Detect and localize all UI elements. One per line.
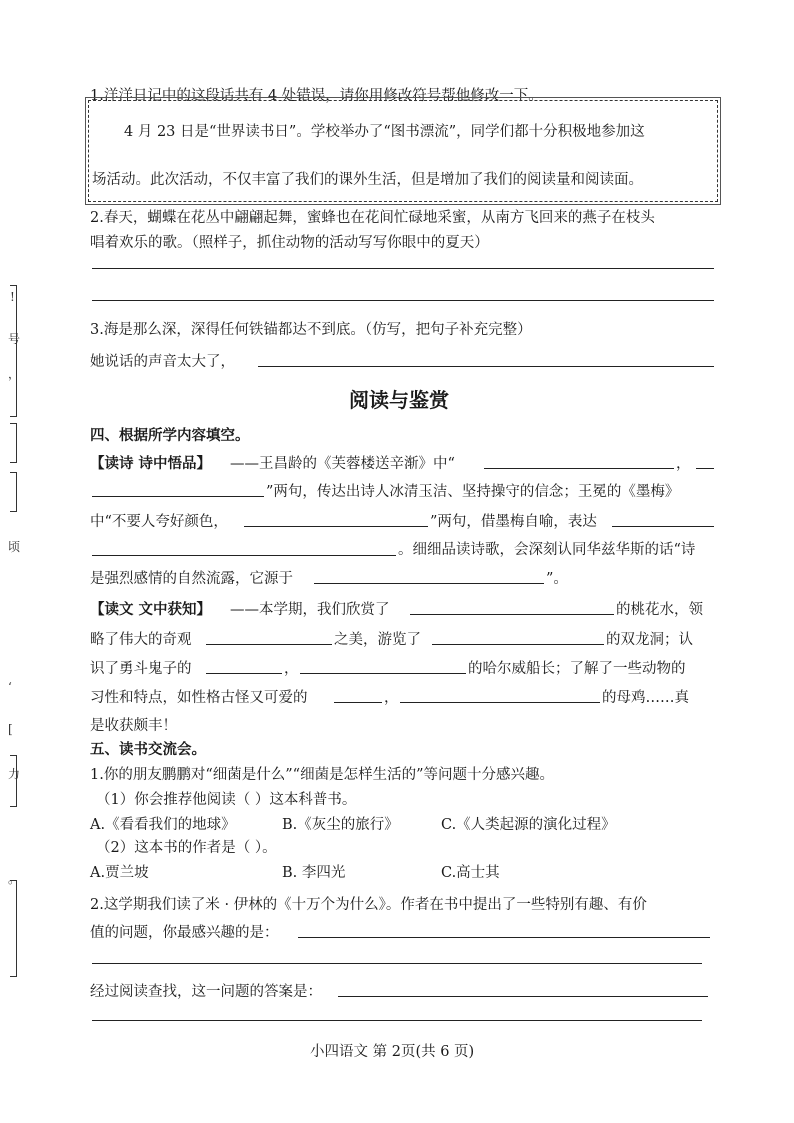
question-3-line-1: 3.海是那么深，深得任何铁锚都达不到底。（仿写，把句子补充完整）	[90, 322, 532, 338]
answer-line[interactable]	[338, 996, 708, 997]
part-5-question-2-line-1: 2.这学期我们读了米 · 伊林的《十万个为什么》。作者在书中提出了一些特别有趣、有价	[90, 897, 647, 913]
answer-line[interactable]	[484, 468, 674, 469]
answer-line[interactable]	[206, 673, 282, 674]
binding-mark: 号	[8, 332, 21, 346]
answer-line[interactable]	[400, 702, 600, 703]
poem-line-1b: ，	[676, 456, 691, 472]
answer-line[interactable]	[244, 526, 428, 527]
option-1-a[interactable]: A.《看看我们的地球》	[90, 817, 236, 833]
binding-mark: ‘	[8, 680, 12, 694]
answer-line[interactable]	[92, 1020, 702, 1021]
poem-line-2: ”两句，传达出诗人冰清玉洁、坚持操守的信念；王冕的《墨梅》	[266, 484, 680, 500]
part-5-title: 五、读书交流会。	[90, 741, 206, 758]
question-3-prompt: 她说话的声音太大了，	[90, 354, 235, 370]
prose-line-2b: 之美，游览了	[334, 632, 421, 648]
answer-line[interactable]	[258, 366, 714, 367]
part-5-question-2-line-2: 值的问题，你最感兴趣的是：	[90, 925, 279, 941]
prose-line-4c: 的母鸡……真	[602, 690, 689, 706]
prose-line-3a: 识了勇斗鬼子的	[90, 661, 192, 677]
page-footer: 小四语文 第 2页(共 6 页)	[310, 1044, 475, 1060]
binding-mark: !	[10, 290, 15, 304]
option-1-c[interactable]: C.《人类起源的演化过程》	[441, 817, 616, 833]
binding-mark: ，	[8, 367, 21, 381]
prose-line-2a: 略了伟大的奇观	[90, 632, 192, 648]
answer-line[interactable]	[410, 614, 614, 615]
poem-line-4: 。细细品读诗歌，会深刻认同华兹华斯的话“诗	[398, 542, 696, 558]
poem-tag: 【读诗 诗中悟品】	[90, 455, 212, 472]
part-5-question-1-sub-2: （2）这本书的作者是（ ）。	[96, 840, 277, 856]
poem-line-5a: 是强烈感情的自然流露，它源于	[90, 571, 293, 587]
poem-line-3a: 中“不要人夸好颜色，	[90, 514, 228, 530]
prose-line-3b: ，	[284, 661, 299, 677]
prose-line-5: 是收获颇丰！	[90, 718, 177, 734]
binding-mark: [	[8, 722, 13, 736]
answer-line[interactable]	[314, 583, 544, 584]
poem-line-1a: ——王昌龄的《芙蓉楼送辛渐》中“	[230, 456, 455, 472]
binding-bracket	[10, 880, 17, 977]
answer-line[interactable]	[298, 937, 710, 938]
prose-line-4a: 习性和特点，如性格古怪又可爱的	[90, 690, 308, 706]
binding-mark: 顷	[8, 540, 21, 554]
question-1: 1.洋洋日记中的这段话共有 4 处错误，请你用修改符号帮他修改一下。	[90, 88, 543, 104]
prose-line-3c: 的哈尔威船长；了解了一些动物的	[468, 661, 686, 677]
part-5-question-1-sub-1: （1）你会推荐他阅读（ ）这本科普书。	[96, 792, 357, 808]
answer-line[interactable]	[432, 644, 604, 645]
answer-line[interactable]	[300, 673, 466, 674]
option-2-a[interactable]: A.贾兰坡	[90, 865, 149, 881]
answer-line[interactable]	[334, 702, 382, 703]
answer-line[interactable]	[92, 300, 714, 301]
prose-tag: 【读文 文中获知】	[90, 601, 212, 618]
option-1-b[interactable]: B.《灰尘的旅行》	[282, 817, 399, 833]
option-2-c[interactable]: C.高士其	[441, 865, 500, 881]
answer-line[interactable]	[92, 268, 714, 269]
option-2-b[interactable]: B. 李四光	[282, 865, 346, 881]
answer-line[interactable]	[92, 496, 264, 497]
prose-line-1b: 的桃花水，领	[616, 602, 703, 618]
answer-line[interactable]	[92, 555, 396, 556]
answer-line[interactable]	[92, 963, 702, 964]
prose-line-1a: ——本学期，我们欣赏了	[230, 602, 390, 618]
poem-line-3b: ”两句，借墨梅自喻，表达	[430, 514, 597, 530]
question-2-line-1: 2.春天，蝴蝶在花丛中翩翩起舞，蜜蜂也在花间忙碌地采蜜，从南方飞回来的燕子在枝头	[90, 210, 655, 226]
part-4-title: 四、根据所学内容填空。	[90, 427, 250, 444]
part-5-question-2-line-3: 经过阅读查找，这一问题的答案是：	[90, 984, 322, 1000]
binding-bracket	[10, 285, 17, 417]
question-2-line-2: 唱着欢乐的歌。（照样子，抓住动物的活动写写你眼中的夏天）	[90, 235, 489, 251]
diary-line-2: 场活动。此次活动，不仅丰富了我们的课外生活，但是增加了我们的阅读量和阅读面。	[92, 172, 643, 188]
answer-line[interactable]	[612, 526, 714, 527]
section-title: 阅读与鉴赏	[349, 388, 449, 412]
binding-mark: 力	[8, 767, 21, 781]
binding-bracket	[10, 472, 17, 512]
answer-line[interactable]	[206, 644, 332, 645]
diary-line-1: 4 月 23 日是“世界读书日”。学校举办了“图书漂流”，同学们都十分积极地参加这	[124, 124, 645, 140]
part-5-question-1: 1.你的朋友鹏鹏对“细菌是什么”“细菌是怎样生活的”等问题十分感兴趣。	[90, 767, 554, 783]
binding-mark: 。	[8, 872, 21, 886]
poem-line-5b: ”。	[546, 571, 568, 587]
answer-line[interactable]	[696, 468, 714, 469]
prose-line-2c: 的双龙洞；认	[606, 632, 693, 648]
binding-bracket	[10, 423, 17, 463]
prose-line-4b: ，	[384, 690, 399, 706]
